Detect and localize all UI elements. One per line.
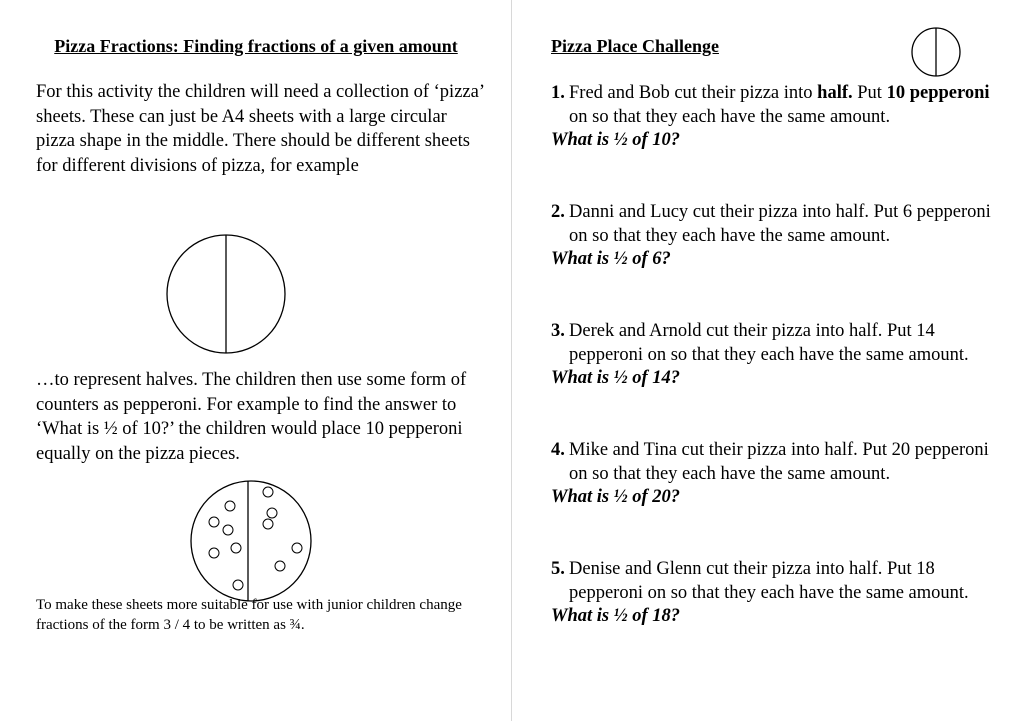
question-number: 2.	[551, 202, 565, 222]
question-text: Mike and Tina cut their pizza into half. Put 20 pepperoni on so that they each have the same amount.	[569, 440, 989, 484]
question-number: 1.	[551, 83, 565, 103]
left-page	[36, 34, 486, 178]
question-1	[551, 82, 991, 153]
question-number: 4.	[551, 440, 565, 460]
question-text: Fred and Bob cut their pizza into half. Put 10 pepperoni on so that they each have the same amount.	[569, 83, 990, 127]
question-4	[551, 439, 991, 510]
followup-paragraph: …to represent halves. The children then use some form of counters as pepperoni. For example to find the answer to ‘What is ½ of 10?’ the children would place 10 pepperoni equally on the pizza pieces.	[36, 370, 467, 464]
question-5	[551, 558, 991, 629]
left-title: Pizza Fractions: Finding fractions of a given amount	[54, 36, 458, 56]
junior-note: To make these sheets more suitable for use with junior children change fractions of the form 3 / 4 to be written as ¾.	[36, 597, 462, 633]
question-ask: What is ½ of 18?	[551, 606, 681, 626]
halved-pizza-diagram	[164, 232, 288, 356]
question-text: Danni and Lucy cut their pizza into half. Put 6 pepperoni on so that they each have the same amount.	[569, 202, 991, 246]
question-number: 3.	[551, 321, 565, 341]
question-2	[551, 201, 991, 272]
question-text: Derek and Arnold cut their pizza into half. Put 14 pepperoni on so that they each have the same amount.	[569, 321, 969, 365]
intro-paragraph: For this activity the children will need a collection of ‘pizza’ sheets. These can just be A4 sheets with a large circular pizza shape in the middle. There should be different sheets for different divisions of pizza, for example	[36, 82, 484, 176]
question-3	[551, 320, 991, 391]
page-divider	[511, 0, 512, 721]
half-circle-icon	[910, 26, 962, 78]
question-ask: What is ½ of 10?	[551, 130, 681, 150]
right-title: Pizza Place Challenge	[551, 36, 719, 56]
question-ask: What is ½ of 20?	[551, 487, 681, 507]
question-text: Denise and Glenn cut their pizza into half. Put 18 pepperoni on so that they each have the same amount.	[569, 559, 969, 603]
question-ask: What is ½ of 6?	[551, 249, 671, 269]
pizza-with-pepperoni-diagram	[188, 478, 314, 604]
question-number: 5.	[551, 559, 565, 579]
question-ask: What is ½ of 14?	[551, 368, 681, 388]
